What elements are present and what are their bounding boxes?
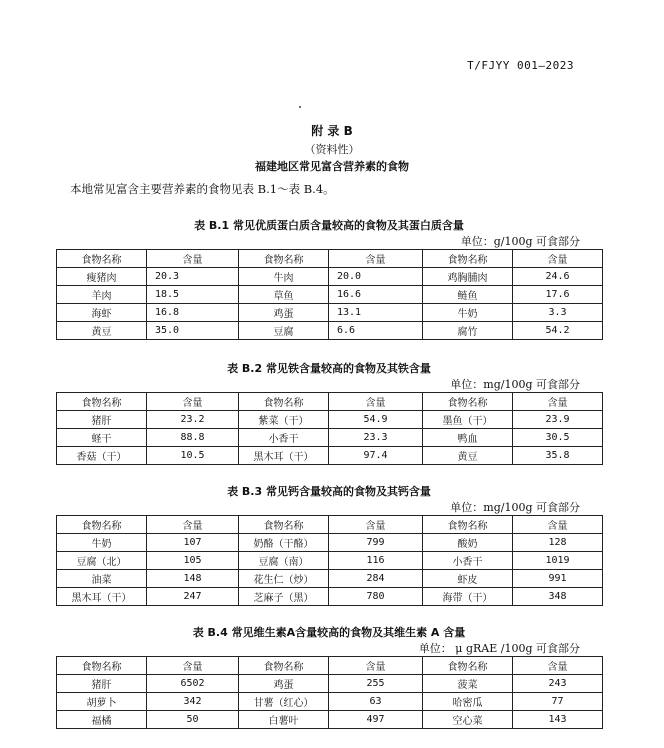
table-row [57, 552, 603, 570]
food-name-cell: 豆腐 [239, 322, 329, 340]
value-cell: 23.2 [147, 411, 239, 429]
table-row [57, 286, 603, 304]
food-name-cell: 芝麻子（黑） [239, 588, 329, 606]
value-cell: 10.5 [147, 447, 239, 465]
food-name-cell: 黄豆 [57, 322, 147, 340]
table-title: 表 B.2 常见铁含量较高的食物及其铁含量 [227, 362, 431, 375]
food-name-cell: 酸奶 [423, 534, 513, 552]
value-cell: 247 [147, 588, 239, 606]
value-cell: 16.8 [147, 304, 239, 322]
table-row [57, 711, 603, 729]
table-row [57, 304, 603, 322]
table-b4 [56, 656, 603, 729]
table-header-row [57, 393, 603, 411]
value-cell: 54.9 [329, 411, 423, 429]
table-unit: 单位：mg/100g 可食部分 [450, 501, 580, 514]
food-name-cell: 鸭血 [423, 429, 513, 447]
column-header: 食物名称 [423, 516, 513, 534]
value-cell: 284 [329, 570, 423, 588]
food-name-cell: 墨鱼（干） [423, 411, 513, 429]
column-header: 食物名称 [57, 393, 147, 411]
value-cell: 6502 [147, 675, 239, 693]
table-row [57, 534, 603, 552]
food-name-cell: 菠菜 [423, 675, 513, 693]
food-name-cell: 胡萝卜 [57, 693, 147, 711]
food-name-cell: 鸡胸脯肉 [423, 268, 513, 286]
column-header: 食物名称 [239, 657, 329, 675]
value-cell: 143 [513, 711, 603, 729]
column-header: 食物名称 [239, 516, 329, 534]
food-name-cell: 小香干 [239, 429, 329, 447]
food-name-cell: 牛奶 [57, 534, 147, 552]
value-cell: 6.6 [329, 322, 423, 340]
food-name-cell: 甘薯（红心） [239, 693, 329, 711]
table-unit: 单位：g/100g 可食部分 [460, 235, 580, 248]
food-name-cell: 豆腐（南） [239, 552, 329, 570]
food-name-cell: 草鱼 [239, 286, 329, 304]
food-name-cell: 小香干 [423, 552, 513, 570]
column-header: 含量 [147, 516, 239, 534]
value-cell: 17.6 [513, 286, 603, 304]
value-cell: 1019 [513, 552, 603, 570]
value-cell: 88.8 [147, 429, 239, 447]
value-cell: 116 [329, 552, 423, 570]
table-b3 [56, 515, 603, 606]
table-unit: 单位： μ gRAE /100g 可食部分 [418, 642, 580, 655]
appendix-heading: 福建地区常见富含营养素的食物 [255, 160, 409, 173]
table-header-row [57, 250, 603, 268]
food-name-cell: 牛肉 [239, 268, 329, 286]
column-header: 食物名称 [239, 393, 329, 411]
value-cell: 348 [513, 588, 603, 606]
column-header: 含量 [513, 657, 603, 675]
document-code: T/FJYY 001—2023 [467, 59, 574, 72]
column-header: 食物名称 [57, 657, 147, 675]
column-header: 食物名称 [57, 516, 147, 534]
column-header: 食物名称 [423, 657, 513, 675]
food-name-cell: 哈密瓜 [423, 693, 513, 711]
food-name-cell: 油菜 [57, 570, 147, 588]
value-cell: 497 [329, 711, 423, 729]
food-name-cell: 猪肝 [57, 675, 147, 693]
food-name-cell: 猪肝 [57, 411, 147, 429]
table-title: 表 B.1 常见优质蛋白质含量较高的食物及其蛋白质含量 [194, 219, 464, 232]
table-unit: 单位：mg/100g 可食部分 [450, 378, 580, 391]
food-name-cell: 黄豆 [423, 447, 513, 465]
appendix-title: 附 录 B [311, 124, 353, 138]
table-row [57, 675, 603, 693]
value-cell: 243 [513, 675, 603, 693]
column-header: 含量 [329, 393, 423, 411]
value-cell: 20.3 [147, 268, 239, 286]
food-name-cell: 紫菜（干） [239, 411, 329, 429]
value-cell: 50 [147, 711, 239, 729]
food-name-cell: 鲢鱼 [423, 286, 513, 304]
value-cell: 97.4 [329, 447, 423, 465]
column-header: 食物名称 [423, 250, 513, 268]
value-cell: 255 [329, 675, 423, 693]
table-header-row [57, 657, 603, 675]
value-cell: 54.2 [513, 322, 603, 340]
food-name-cell: 奶酪（干酪） [239, 534, 329, 552]
appendix-subtitle: （资料性） [304, 143, 360, 156]
column-header: 食物名称 [57, 250, 147, 268]
food-name-cell: 羊肉 [57, 286, 147, 304]
table-title: 表 B.3 常见钙含量较高的食物及其钙含量 [227, 485, 431, 498]
value-cell: 105 [147, 552, 239, 570]
value-cell: 3.3 [513, 304, 603, 322]
column-header: 含量 [513, 250, 603, 268]
table-row [57, 588, 603, 606]
value-cell: 991 [513, 570, 603, 588]
table-b4-block [56, 625, 602, 729]
table-row [57, 268, 603, 286]
value-cell: 799 [329, 534, 423, 552]
value-cell: 20.0 [329, 268, 423, 286]
column-header: 含量 [513, 516, 603, 534]
table-row [57, 429, 603, 447]
table-row [57, 322, 603, 340]
food-name-cell: 豆腐（北） [57, 552, 147, 570]
stray-mark [299, 106, 301, 108]
table-b2-block [56, 361, 602, 465]
food-name-cell: 海虾 [57, 304, 147, 322]
food-name-cell: 鸡蛋 [239, 304, 329, 322]
food-name-cell: 黑木耳（干） [57, 588, 147, 606]
column-header: 含量 [329, 657, 423, 675]
food-name-cell: 瘦猪肉 [57, 268, 147, 286]
table-b2 [56, 392, 603, 465]
food-name-cell: 花生仁（炒） [239, 570, 329, 588]
table-b3-block [56, 484, 602, 606]
column-header: 含量 [147, 657, 239, 675]
column-header: 含量 [513, 393, 603, 411]
column-header: 含量 [147, 393, 239, 411]
table-row [57, 570, 603, 588]
food-name-cell: 海带（干） [423, 588, 513, 606]
food-name-cell: 虾皮 [423, 570, 513, 588]
table-row [57, 447, 603, 465]
table-row [57, 411, 603, 429]
column-header: 含量 [329, 516, 423, 534]
value-cell: 35.8 [513, 447, 603, 465]
intro-paragraph: 本地常见富含主要营养素的食物见表 B.1～表 B.4。 [70, 182, 335, 196]
food-name-cell: 蛏干 [57, 429, 147, 447]
table-b1 [56, 249, 603, 340]
column-header: 含量 [147, 250, 239, 268]
value-cell: 18.5 [147, 286, 239, 304]
food-name-cell: 白薯叶 [239, 711, 329, 729]
column-header: 食物名称 [423, 393, 513, 411]
value-cell: 342 [147, 693, 239, 711]
value-cell: 107 [147, 534, 239, 552]
food-name-cell: 腐竹 [423, 322, 513, 340]
food-name-cell: 香菇（干） [57, 447, 147, 465]
table-title: 表 B.4 常见维生素A含量较高的食物及其维生素 A 含量 [192, 626, 466, 639]
value-cell: 23.3 [329, 429, 423, 447]
value-cell: 24.6 [513, 268, 603, 286]
value-cell: 23.9 [513, 411, 603, 429]
value-cell: 16.6 [329, 286, 423, 304]
table-row [57, 693, 603, 711]
value-cell: 13.1 [329, 304, 423, 322]
value-cell: 77 [513, 693, 603, 711]
food-name-cell: 空心菜 [423, 711, 513, 729]
table-b1-block [56, 218, 602, 340]
value-cell: 780 [329, 588, 423, 606]
value-cell: 63 [329, 693, 423, 711]
value-cell: 30.5 [513, 429, 603, 447]
value-cell: 35.0 [147, 322, 239, 340]
value-cell: 148 [147, 570, 239, 588]
food-name-cell: 福橘 [57, 711, 147, 729]
column-header: 含量 [329, 250, 423, 268]
food-name-cell: 黑木耳（干） [239, 447, 329, 465]
column-header: 食物名称 [239, 250, 329, 268]
table-header-row [57, 516, 603, 534]
food-name-cell: 牛奶 [423, 304, 513, 322]
value-cell: 128 [513, 534, 603, 552]
food-name-cell: 鸡蛋 [239, 675, 329, 693]
